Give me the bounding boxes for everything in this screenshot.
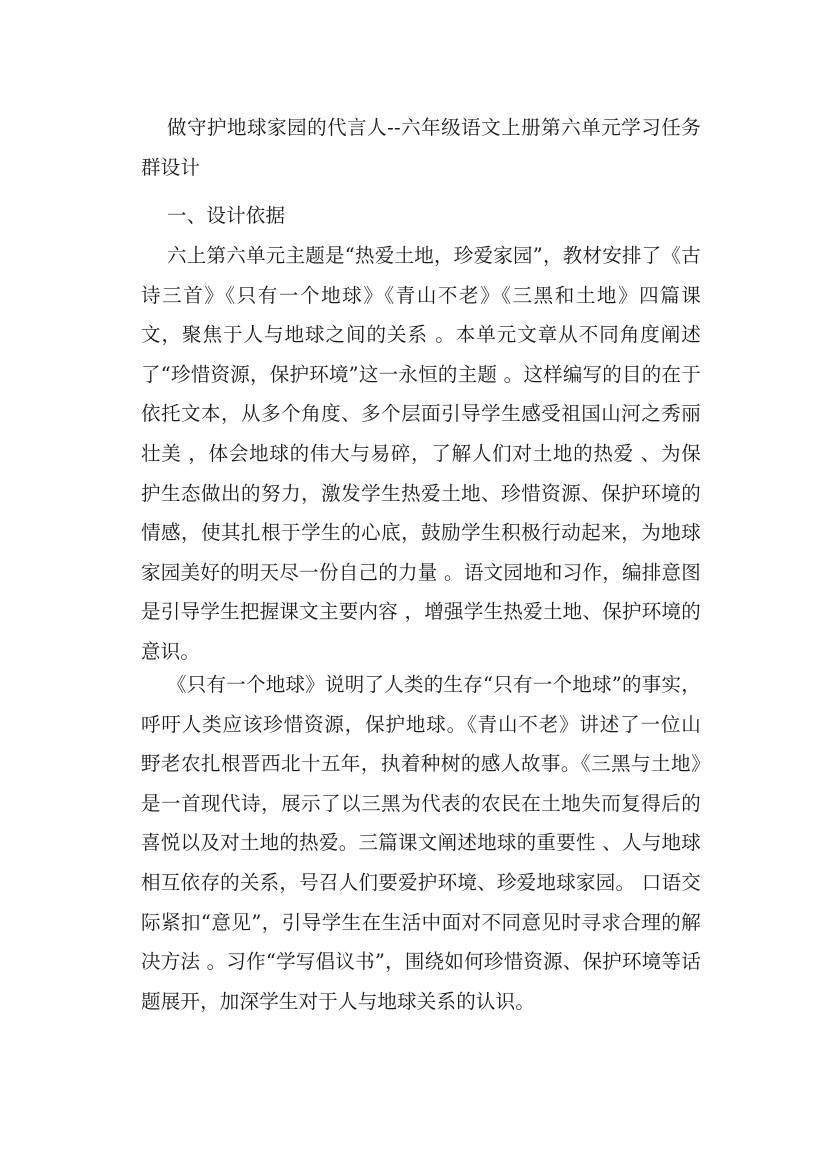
section-heading: 一、设计依据 — [167, 204, 286, 227]
paragraph-2: 《只有一个地球》说明了人类的生存“只有一个地球”的事实，呼吁人类应该珍惜资源，保护地球。《青山不老》讲述了一位山野老农扎根晋西北十五年，执着种树的感人故事。《三黑与土地》是一首现代诗，展示了以三黑为代表的农民在土地失而复得后的喜悦以及对土地的热爱。三篇课文阐述地球的重要性 、人与地球相互依存的关系，号召人们要爱护环境、珍爱地球家园。 口语交际紧扣“意见”，引导学生在生活中面对不同意见时寻求合理的解决方法 。习作“学写倡议书”，围绕如何珍惜资源、保护环境等话题展开，加深学生对于人与地球关系的认识。 — [141, 673, 701, 1013]
paragraph-1: 六上第六单元主题是“热爱土地，珍爱家园”，教材安排了《古诗三首》《只有一个地球》《青山不老》《三黑和土地》四篇课文，聚焦于人与地球之间的关系 。本单元文章从不同角度阐述了“珍惜资源，保护环境”这一永恒的主题 。这样编写的目的在于依托文本，从多个角度、多个层面引导学生感受祖国山河之秀丽壮美 ，体会地球的伟大与易碎，了解人们对土地的热爱 、为保护生态做出的努力，激发学生热爱土地、珍惜资源、保护环境的情感，使其扎根于学生的心底，鼓励学生积极行动起来，为地球家园美好的明天尽一份自己的力量 。语文园地和习作，编排意图是引导学生把握课文主要内容 ，增强学生热爱土地、保护环境的意识。 — [141, 244, 701, 663]
document-title: 做守护地球家园的代言人--六年级语文上册第六单元学习任务群设计 — [141, 116, 701, 179]
